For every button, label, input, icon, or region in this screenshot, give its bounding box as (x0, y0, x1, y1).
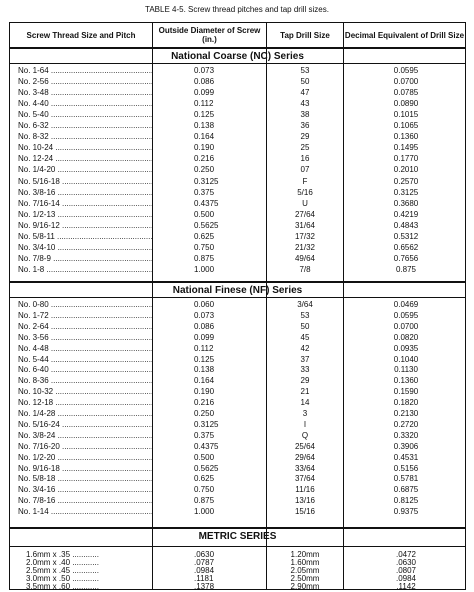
decimal-equivalent-cell: 0.1130 (394, 365, 418, 375)
outside-diameter-cell: 0.250 (194, 165, 215, 175)
thread-size-cell: No. 5/16-24 ..... (18, 419, 153, 430)
tap-drill-cell: 31/64 (294, 220, 316, 230)
outside-diameter-cell: 0.190 (194, 143, 215, 153)
thread-size-cell: No. 2-56 ..... (18, 76, 153, 87)
table-row (10, 120, 465, 131)
table-row (10, 187, 465, 198)
thread-size-cell: No. 6-32 ..... (18, 120, 153, 131)
decimal-equivalent-cell: 0.0785 (393, 88, 419, 98)
section-title: National Finese (NF) Series (172, 285, 303, 296)
outside-diameter-cell: 0.086 (194, 321, 215, 331)
tap-drill-cell: 37 (300, 354, 310, 364)
tap-drill-cell: 27/64 (294, 209, 316, 219)
tap-drill-cell: 15/16 (294, 507, 316, 517)
tap-drill-cell: 29 (300, 376, 310, 386)
outside-diameter-cell: 0.086 (194, 77, 215, 86)
header-tap-drill: Tap Drill Size (280, 30, 330, 40)
thread-size-cell: No. 1/4-28 ..... (18, 408, 153, 419)
tap-drill-cell: 43 (300, 99, 310, 109)
tap-drill-cell: 2.50mm (290, 574, 320, 583)
tap-drill-cell: 7/8 (299, 264, 311, 274)
section-rule (10, 281, 465, 283)
table-row (10, 397, 465, 408)
thread-size-cell: No. 1-14 ..... (18, 506, 153, 517)
outside-diameter-cell: 0.099 (194, 332, 215, 342)
decimal-equivalent-cell: 0.1015 (393, 110, 419, 120)
header-rule (10, 47, 465, 49)
outside-diameter-cell: 0.216 (194, 154, 215, 164)
table-row (10, 463, 465, 474)
tap-drill-cell: 21 (300, 387, 310, 397)
tap-drill-cell: 11/16 (295, 485, 315, 495)
decimal-equivalent-cell: 0.0595 (393, 310, 419, 320)
outside-diameter-cell: 0.375 (194, 187, 215, 197)
thread-size-cell: No. 10-32 ..... (18, 386, 153, 397)
thread-size-cell: No. 6-40 ..... (18, 364, 153, 375)
thread-size-cell: No. 3/8-24 ..... (18, 430, 153, 441)
outside-diameter-cell: 0.625 (194, 231, 215, 241)
tap-drill-cell: 1.20mm (290, 550, 320, 559)
table-row (10, 153, 465, 164)
thread-size-cell: No. 7/8-9 ..... (18, 253, 153, 264)
outside-diameter-cell: .0787 (194, 558, 215, 567)
outside-diameter-cell: 0.216 (194, 398, 215, 408)
table-row (10, 419, 465, 430)
table-row (10, 364, 465, 375)
outside-diameter-cell: 1.000 (194, 507, 215, 517)
thread-size-cell: No. 12-24 ..... (18, 153, 153, 164)
outside-diameter-cell: 0.3125 (194, 419, 219, 429)
thread-size-cell: No. 4-40 ..... (18, 98, 153, 109)
tap-drill-cell: 49/64 (294, 253, 316, 263)
outside-diameter-cell: 0.5625 (194, 220, 219, 230)
thread-size-cell: No. 1-72 ..... (18, 310, 153, 321)
outside-diameter-cell: 0.4375 (194, 198, 219, 208)
outside-diameter-cell: 0.099 (194, 88, 215, 98)
tap-drill-cell: U (302, 198, 308, 208)
thread-size-cell: No. 12-18 ..... (18, 397, 153, 408)
section-header-rule (10, 546, 465, 547)
thread-size-cell: 2.5mm x .45 ..... (26, 566, 120, 576)
outside-diameter-cell: .0630 (194, 550, 215, 559)
tap-drill-cell: 21/32 (294, 242, 316, 252)
decimal-equivalent-cell: 0.0890 (393, 99, 419, 109)
outside-diameter-cell: 1.000 (194, 264, 215, 274)
table-row (10, 264, 465, 275)
decimal-equivalent-cell: 0.6562 (393, 242, 419, 252)
table-row (10, 209, 465, 220)
table-row (10, 495, 465, 506)
decimal-equivalent-cell: 0.0595 (393, 66, 419, 75)
section-title: National Coarse (NC) Series (171, 51, 304, 62)
decimal-equivalent-cell: 0.4531 (393, 452, 419, 462)
table-row (10, 242, 465, 253)
thread-size-cell: No. 10-24 ..... (18, 142, 153, 153)
table-row (10, 321, 465, 332)
tap-drill-cell: 37/64 (294, 474, 316, 484)
tap-drill-cell: 53 (300, 310, 310, 320)
decimal-equivalent-cell: 0.1360 (393, 376, 419, 386)
tap-drill-cell: 29 (300, 132, 310, 142)
decimal-equivalent-cell: 0.6875 (393, 485, 419, 495)
table-row (10, 452, 465, 463)
outside-diameter-cell: 0.138 (194, 121, 215, 131)
decimal-equivalent-cell: 0.0935 (393, 343, 419, 353)
table-row (10, 408, 465, 419)
outside-diameter-cell: 0.500 (194, 452, 215, 462)
table-row (10, 220, 465, 231)
tap-drill-cell: 47 (300, 88, 310, 98)
outside-diameter-cell: 0.375 (194, 430, 215, 440)
decimal-equivalent-cell: 0.875 (395, 264, 417, 274)
decimal-equivalent-cell: .0984 (395, 574, 417, 583)
thread-size-cell: No. 1-64 ..... (18, 65, 153, 76)
table-row (10, 354, 465, 365)
decimal-equivalent-cell: 0.2570 (393, 176, 419, 186)
tap-drill-cell: 29/64 (294, 452, 316, 462)
outside-diameter-cell: 0.073 (194, 310, 215, 320)
thread-size-cell: No. 5/8-18 ..... (18, 473, 153, 484)
decimal-equivalent-cell: 0.4843 (393, 220, 419, 230)
table-caption: TABLE 4-5. Screw thread pitches and tap drill sizes. (145, 5, 329, 14)
outside-diameter-cell: 0.112 (194, 99, 214, 109)
decimal-equivalent-cell: 0.5781 (393, 474, 419, 484)
thread-size-cell: No. 5-40 ..... (18, 109, 153, 120)
tap-drill-cell: 36 (300, 121, 310, 131)
thread-size-cell: 2.0mm x .40 ..... (26, 558, 120, 568)
table-row (10, 65, 465, 76)
decimal-equivalent-cell: 0.0820 (393, 332, 419, 342)
tap-drill-cell: 07 (300, 165, 310, 175)
table-row (10, 198, 465, 209)
tap-drill-cell: 33/64 (294, 463, 316, 473)
tap-drill-cell: Q (301, 430, 309, 440)
outside-diameter-cell: 0.112 (194, 343, 214, 353)
outside-diameter-cell: 0.164 (194, 132, 215, 142)
thread-size-cell: No. 5/8-11 ..... (18, 231, 153, 242)
thread-size-cell: No. 3-48 ..... (18, 87, 153, 98)
tap-drill-cell: 42 (300, 343, 310, 353)
thread-size-cell: No. 5-44 ..... (18, 354, 153, 365)
thread-size-cell: No. 1-8 ..... (18, 264, 153, 275)
decimal-equivalent-cell: 0.1770 (393, 154, 419, 164)
decimal-equivalent-cell: .1142 (396, 582, 416, 591)
thread-size-cell: No. 3/4-16 ..... (18, 484, 153, 495)
table-row (10, 176, 465, 187)
table-row (10, 430, 465, 441)
outside-diameter-cell: 0.750 (194, 485, 215, 495)
table-row (10, 109, 465, 120)
decimal-equivalent-cell: 0.3125 (393, 187, 419, 197)
thread-size-cell: No. 0-80 ..... (18, 299, 153, 310)
thread-size-cell: No. 3-56 ..... (18, 332, 153, 343)
thread-size-cell: No. 1/2-20 ..... (18, 452, 153, 463)
outside-diameter-cell: 0.5625 (194, 463, 219, 473)
tap-drill-cell: 33 (300, 365, 310, 375)
tap-drill-cell: 53 (300, 66, 310, 75)
outside-diameter-cell: .0984 (194, 566, 215, 575)
outside-diameter-cell: 0.875 (194, 496, 215, 506)
outside-diameter-cell: 0.4375 (194, 441, 219, 451)
tap-drill-cell: 2.90mm (290, 582, 320, 591)
decimal-equivalent-cell: 0.7656 (393, 253, 419, 263)
outside-diameter-cell: 0.875 (194, 253, 215, 263)
decimal-equivalent-cell: .0630 (395, 558, 417, 567)
decimal-equivalent-cell: 0.2130 (393, 409, 419, 418)
thread-size-cell: No. 8-32 ..... (18, 131, 153, 142)
tap-drill-cell: 50 (300, 77, 310, 86)
decimal-equivalent-cell: 0.5312 (393, 231, 419, 241)
thread-size-cell: No. 7/8-16 ..... (18, 495, 153, 506)
decimal-equivalent-cell: 0.0469 (393, 300, 419, 309)
table-row (10, 386, 465, 397)
outside-diameter-cell: .1181 (194, 574, 214, 583)
table-row (10, 375, 465, 386)
table-row (10, 142, 465, 153)
header-decimal-equivalent: Decimal Equivalent of Drill Size (344, 30, 465, 40)
outside-diameter-cell: 0.625 (194, 474, 215, 484)
table-row (10, 343, 465, 354)
table-row (10, 582, 465, 592)
outside-diameter-cell: 0.190 (194, 387, 215, 397)
tap-drill-cell: 38 (300, 110, 310, 120)
outside-diameter-cell: 0.250 (194, 409, 215, 418)
thread-size-cell: 3.5mm x .60 ..... (26, 582, 120, 592)
thread-size-cell: 1.6mm x .35 ..... (26, 550, 120, 560)
decimal-equivalent-cell: .0807 (395, 566, 417, 575)
thread-size-cell: No. 8-36 ..... (18, 375, 153, 386)
decimal-equivalent-cell: 0.2720 (393, 419, 419, 429)
table-row (10, 131, 465, 142)
thread-table (9, 22, 466, 590)
outside-diameter-cell: 0.500 (194, 209, 215, 219)
table-row (10, 310, 465, 321)
table-row (10, 506, 465, 517)
decimal-equivalent-cell: 0.3906 (393, 441, 419, 451)
tap-drill-cell: 3/64 (297, 300, 313, 309)
outside-diameter-cell: 0.073 (194, 66, 215, 75)
thread-size-cell: No. 2-64 ..... (18, 321, 153, 332)
tap-drill-cell: I (303, 419, 307, 429)
decimal-equivalent-cell: 0.1495 (393, 143, 419, 153)
thread-size-cell: No. 1/4-20 ..... (18, 164, 153, 175)
decimal-equivalent-cell: 0.2010 (393, 165, 419, 175)
tap-drill-cell: 25 (300, 143, 310, 153)
tap-drill-cell: 2.05mm (290, 566, 320, 575)
decimal-equivalent-cell: .0472 (395, 550, 417, 559)
outside-diameter-cell: 0.060 (194, 300, 215, 309)
table-row (10, 441, 465, 452)
decimal-equivalent-cell: 0.1590 (393, 387, 419, 397)
tap-drill-cell: 45 (300, 332, 310, 342)
tap-drill-cell: 16 (300, 154, 310, 164)
outside-diameter-cell: .1378 (194, 582, 215, 591)
table-row (10, 253, 465, 264)
decimal-equivalent-cell: 0.3680 (393, 198, 419, 208)
decimal-equivalent-cell: 0.0700 (393, 321, 419, 331)
table-row (10, 164, 465, 175)
tap-drill-cell: 3 (302, 409, 308, 418)
outside-diameter-cell: 0.125 (194, 354, 215, 364)
tap-drill-cell: F (302, 176, 308, 186)
decimal-equivalent-cell: 0.1360 (393, 132, 419, 142)
tap-drill-cell: 17/32 (294, 231, 316, 241)
table-row (10, 299, 465, 310)
section-header-rule (10, 297, 465, 298)
table-row (10, 484, 465, 495)
section-rule (10, 527, 465, 529)
table-row (10, 332, 465, 343)
table-row (10, 473, 465, 484)
section-header-rule (10, 63, 465, 64)
thread-size-cell: No. 7/16-20 ..... (18, 441, 153, 452)
thread-size-cell: No. 4-48 ..... (18, 343, 153, 354)
thread-size-cell: No. 1/2-13 ..... (18, 209, 153, 220)
decimal-equivalent-cell: 0.1065 (393, 121, 419, 131)
table-row (10, 98, 465, 109)
thread-size-cell: 3.0mm x .50 ..... (26, 574, 120, 584)
thread-size-cell: No. 9/16-12 ..... (18, 220, 153, 231)
tap-drill-cell: 5/16 (297, 187, 313, 197)
decimal-equivalent-cell: 0.9375 (393, 507, 419, 517)
decimal-equivalent-cell: 0.1820 (393, 398, 419, 408)
thread-size-cell: No. 3/8-16 ..... (18, 187, 153, 198)
decimal-equivalent-cell: 0.5156 (393, 463, 419, 473)
table-row (10, 231, 465, 242)
decimal-equivalent-cell: 0.8125 (393, 496, 419, 506)
decimal-equivalent-cell: 0.0700 (393, 77, 419, 86)
thread-size-cell: No. 7/16-14 ..... (18, 198, 153, 209)
tap-drill-cell: 50 (300, 321, 310, 331)
tap-drill-cell: 14 (300, 398, 310, 408)
outside-diameter-cell: 0.3125 (194, 176, 219, 186)
outside-diameter-cell: 0.138 (194, 365, 215, 375)
table-row (10, 87, 465, 98)
outside-diameter-cell: 0.750 (194, 242, 215, 252)
section-title: METRIC SERIES (198, 531, 277, 542)
outside-diameter-cell: 0.164 (194, 376, 215, 386)
header-thread-size: Screw Thread Size and Pitch (26, 30, 136, 40)
outside-diameter-cell: 0.125 (194, 110, 215, 120)
thread-size-cell: No. 9/16-18 ..... (18, 463, 153, 474)
thread-size-cell: No. 3/4-10 ..... (18, 242, 153, 253)
tap-drill-cell: 25/64 (294, 441, 316, 451)
tap-drill-cell: 1.60mm (290, 558, 320, 567)
decimal-equivalent-cell: 0.4219 (393, 209, 419, 219)
table-row (10, 76, 465, 87)
header-outside-diameter: Outside Diameter of Screw (in.) (158, 26, 261, 44)
thread-size-cell: No. 5/16-18 ..... (18, 176, 153, 187)
decimal-equivalent-cell: 0.1040 (393, 354, 419, 364)
tap-drill-cell: 13/16 (294, 496, 316, 506)
decimal-equivalent-cell: 0.3320 (393, 430, 419, 440)
